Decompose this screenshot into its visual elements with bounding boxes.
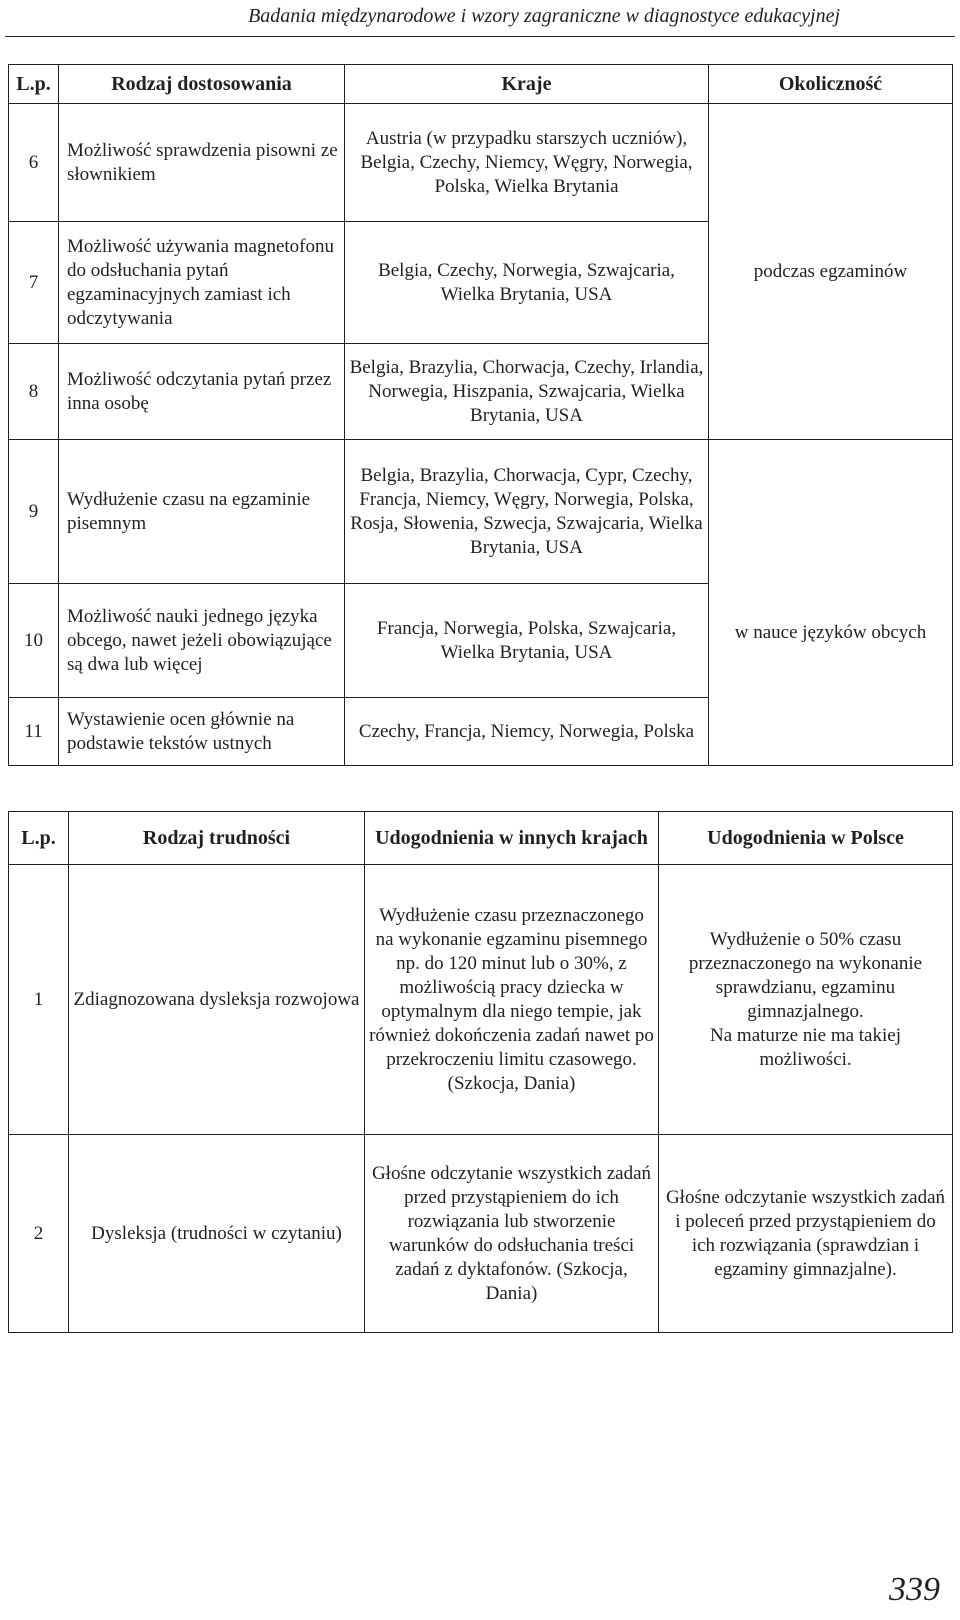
- table-row: [9, 104, 953, 222]
- header-okolicznosc: Okoliczność: [709, 65, 953, 104]
- table-row: [9, 440, 953, 584]
- accommodations-abroad: Głośne odczytanie wszystkich zadań przed przystąpieniem do ich rozwiązania lub stworzenie warunków do odsłuchania treści zadań z dyktafonów. (Szkocja, Dania): [365, 1135, 659, 1333]
- adaptations-table: [8, 64, 953, 766]
- row-number: 2: [9, 1135, 69, 1333]
- running-header: [0, 0, 960, 36]
- page-number: 339: [889, 1571, 940, 1608]
- countries: Belgia, Brazylia, Chorwacja, Czechy, Irlandia, Norwegia, Hiszpania, Szwajcaria, Wielka Brytania, USA: [345, 344, 709, 440]
- table-header-row: [9, 812, 953, 865]
- header-rule: [5, 36, 955, 37]
- table-row: [9, 865, 953, 1135]
- accommodations-poland: Wydłużenie o 50% czasu przeznaczonego na wykonanie sprawdzianu, egzaminu gimnazjalnego. Na maturze nie ma takiej możliwości.: [659, 865, 953, 1135]
- adaptation-type: Wystawienie ocen głównie na podstawie tekstów ustnych: [59, 698, 345, 766]
- difficulty-type: Dysleksja (trudności w czytaniu): [69, 1135, 365, 1333]
- row-number: 8: [9, 344, 59, 440]
- row-number: 6: [9, 104, 59, 222]
- adaptation-type: Wydłużenie czasu na egzaminie pisemnym: [59, 440, 345, 584]
- adaptation-type: Możliwość używania magnetofonu do odsłuchania pytań egzaminacyjnych zamiast ich odczytywania: [59, 222, 345, 344]
- countries: Belgia, Czechy, Norwegia, Szwajcaria, Wielka Brytania, USA: [345, 222, 709, 344]
- row-number: 1: [9, 865, 69, 1135]
- countries: Francja, Norwegia, Polska, Szwajcaria, Wielka Brytania, USA: [345, 584, 709, 698]
- header-lp: L.p.: [9, 65, 59, 104]
- header-lp: L.p.: [9, 812, 69, 865]
- difficulties-table: [8, 811, 953, 1333]
- circumstance-exams: podczas egzaminów: [709, 104, 953, 440]
- row-number: 9: [9, 440, 59, 584]
- countries: Austria (w przypadku starszych uczniów), Belgia, Czechy, Niemcy, Węgry, Norwegia, Polska, Wielka Brytania: [345, 104, 709, 222]
- difficulty-type: Zdiagnozowana dysleksja rozwojowa: [69, 865, 365, 1135]
- row-number: 7: [9, 222, 59, 344]
- header-rodzaj-dostosowania: Rodzaj dostosowania: [59, 65, 345, 104]
- adaptation-type: Możliwość nauki jednego języka obcego, nawet jeżeli obowiązujące są dwa lub więcej: [59, 584, 345, 698]
- header-kraje: Kraje: [345, 65, 709, 104]
- circumstance-languages: w nauce języków obcych: [709, 440, 953, 766]
- header-udogodnienia-polska: Udogodnienia w Polsce: [659, 812, 953, 865]
- row-number: 10: [9, 584, 59, 698]
- accommodations-poland: Głośne odczytanie wszystkich zadań i poleceń przed przystąpieniem do ich rozwiązania (sprawdzian i egzaminy gimnazjalne).: [659, 1135, 953, 1333]
- countries: Czechy, Francja, Niemcy, Norwegia, Polska: [345, 698, 709, 766]
- table-row: [9, 1135, 953, 1333]
- accommodations-abroad: Wydłużenie czasu przeznaczonego na wykonanie egzaminu pisemnego np. do 120 minut lub o 30%, z możliwością pracy dziecka w optymalnym dla niego tempie, jak również dokończenia zadań nawet po przekroczeniu limitu czasowego. (Szkocja, Dania): [365, 865, 659, 1135]
- adaptation-type: Możliwość sprawdzenia pisowni ze słownikiem: [59, 104, 345, 222]
- header-udogodnienia-inne: Udogodnienia w innych krajach: [365, 812, 659, 865]
- adaptation-type: Możliwość odczytania pytań przez inna osobę: [59, 344, 345, 440]
- countries: Belgia, Brazylia, Chorwacja, Cypr, Czechy, Francja, Niemcy, Węgry, Norwegia, Polska, Rosja, Słowenia, Szwecja, Szwajcaria, Wielka Brytania, USA: [345, 440, 709, 584]
- table-header-row: [9, 65, 953, 104]
- header-rodzaj-trudnosci: Rodzaj trudności: [69, 812, 365, 865]
- row-number: 11: [9, 698, 59, 766]
- running-header-title: Badania międzynarodowe i wzory zagraniczne w diagnostyce edukacyjnej: [248, 5, 840, 27]
